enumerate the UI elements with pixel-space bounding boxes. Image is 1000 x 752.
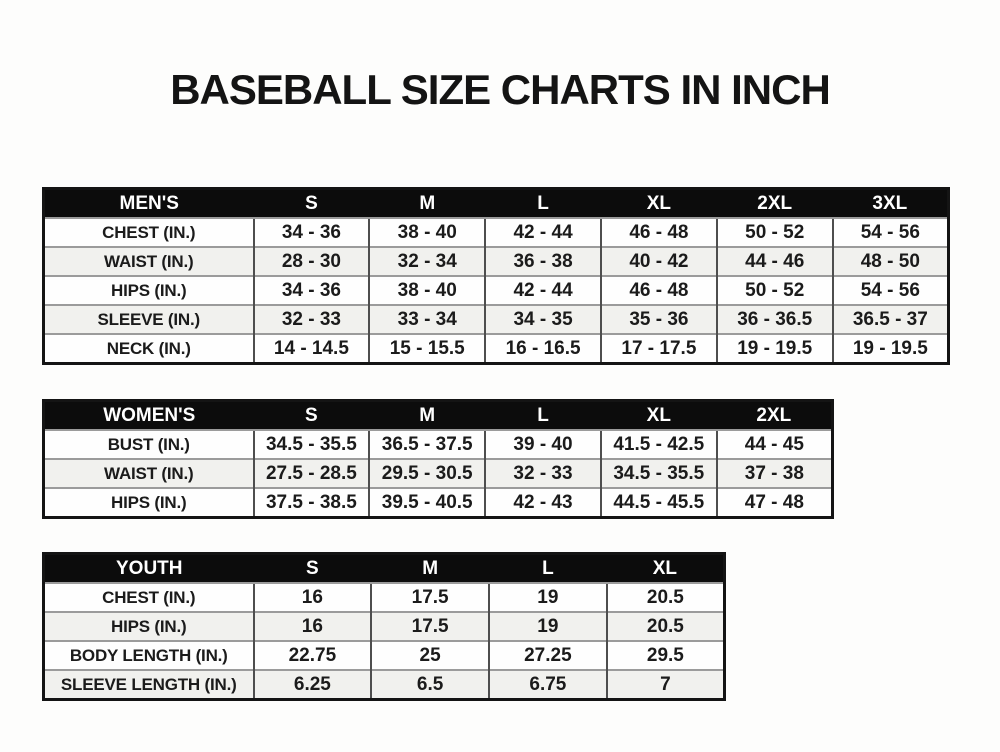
size-column-header: L <box>485 189 601 219</box>
size-column-header: XL <box>601 189 717 219</box>
size-column-header: M <box>371 554 489 584</box>
size-value-cell: 39.5 - 40.5 <box>369 488 485 518</box>
size-value-cell: 38 - 40 <box>369 276 485 305</box>
size-value-cell: 36 - 36.5 <box>717 305 833 334</box>
size-column-header: 2XL <box>717 189 833 219</box>
size-value-cell: 34 - 36 <box>254 276 370 305</box>
size-value-cell: 32 - 33 <box>254 305 370 334</box>
size-value-cell: 34.5 - 35.5 <box>254 430 370 459</box>
size-value-cell: 17.5 <box>371 612 489 641</box>
size-value-cell: 6.25 <box>254 670 372 700</box>
size-value-cell: 36.5 - 37.5 <box>369 430 485 459</box>
size-value-cell: 40 - 42 <box>601 247 717 276</box>
size-value-cell: 32 - 34 <box>369 247 485 276</box>
size-column-header: S <box>254 554 372 584</box>
row-label: NECK (IN.) <box>44 334 254 364</box>
table-title-cell: YOUTH <box>44 554 254 584</box>
size-value-cell: 28 - 30 <box>254 247 370 276</box>
table-row <box>44 218 949 247</box>
size-value-cell: 29.5 - 30.5 <box>369 459 485 488</box>
row-label: BUST (IN.) <box>44 430 254 459</box>
size-value-cell: 38 - 40 <box>369 218 485 247</box>
size-value-cell: 7 <box>607 670 725 700</box>
size-column-header: 3XL <box>833 189 949 219</box>
table-row <box>44 612 725 641</box>
table-row <box>44 305 949 334</box>
size-column-header: L <box>489 554 607 584</box>
row-label: WAIST (IN.) <box>44 247 254 276</box>
size-value-cell: 20.5 <box>607 583 725 612</box>
size-value-cell: 19 <box>489 583 607 612</box>
row-label: HIPS (IN.) <box>44 488 254 518</box>
size-value-cell: 44.5 - 45.5 <box>601 488 717 518</box>
womens-size-table <box>42 399 834 519</box>
womens-header-row <box>44 401 833 431</box>
size-value-cell: 32 - 33 <box>485 459 601 488</box>
size-value-cell: 19 <box>489 612 607 641</box>
size-value-cell: 19 - 19.5 <box>717 334 833 364</box>
size-value-cell: 16 <box>254 612 372 641</box>
table-title-cell: WOMEN'S <box>44 401 254 431</box>
size-value-cell: 6.75 <box>489 670 607 700</box>
size-value-cell: 34 - 35 <box>485 305 601 334</box>
row-label: HIPS (IN.) <box>44 276 254 305</box>
size-value-cell: 16 - 16.5 <box>485 334 601 364</box>
size-value-cell: 54 - 56 <box>833 276 949 305</box>
size-value-cell: 17.5 <box>371 583 489 612</box>
size-value-cell: 33 - 34 <box>369 305 485 334</box>
size-column-header: M <box>369 401 485 431</box>
size-value-cell: 36.5 - 37 <box>833 305 949 334</box>
size-value-cell: 16 <box>254 583 372 612</box>
size-value-cell: 17 - 17.5 <box>601 334 717 364</box>
size-value-cell: 46 - 48 <box>601 276 717 305</box>
size-column-header: XL <box>601 401 717 431</box>
size-value-cell: 47 - 48 <box>717 488 833 518</box>
row-label: CHEST (IN.) <box>44 583 254 612</box>
row-label: HIPS (IN.) <box>44 612 254 641</box>
row-label: WAIST (IN.) <box>44 459 254 488</box>
size-value-cell: 35 - 36 <box>601 305 717 334</box>
table-row <box>44 670 725 700</box>
page-title: BASEBALL SIZE CHARTS IN INCH <box>170 66 830 113</box>
mens-size-table <box>42 187 950 365</box>
table-row <box>44 276 949 305</box>
size-value-cell: 41.5 - 42.5 <box>601 430 717 459</box>
row-label: BODY LENGTH (IN.) <box>44 641 254 670</box>
size-value-cell: 44 - 46 <box>717 247 833 276</box>
size-value-cell: 50 - 52 <box>717 276 833 305</box>
table-row <box>44 459 833 488</box>
size-value-cell: 6.5 <box>371 670 489 700</box>
size-value-cell: 27.5 - 28.5 <box>254 459 370 488</box>
size-column-header: S <box>254 401 370 431</box>
row-label: CHEST (IN.) <box>44 218 254 247</box>
size-value-cell: 15 - 15.5 <box>369 334 485 364</box>
table-row <box>44 247 949 276</box>
size-value-cell: 25 <box>371 641 489 670</box>
table-row <box>44 641 725 670</box>
size-value-cell: 22.75 <box>254 641 372 670</box>
size-value-cell: 20.5 <box>607 612 725 641</box>
size-value-cell: 37.5 - 38.5 <box>254 488 370 518</box>
size-value-cell: 19 - 19.5 <box>833 334 949 364</box>
size-value-cell: 39 - 40 <box>485 430 601 459</box>
mens-header-row <box>44 189 949 219</box>
table-row <box>44 583 725 612</box>
size-value-cell: 42 - 44 <box>485 276 601 305</box>
size-column-header: 2XL <box>717 401 833 431</box>
size-column-header: S <box>254 189 370 219</box>
size-value-cell: 29.5 <box>607 641 725 670</box>
row-label: SLEEVE LENGTH (IN.) <box>44 670 254 700</box>
size-column-header: M <box>369 189 485 219</box>
size-value-cell: 50 - 52 <box>717 218 833 247</box>
table-row <box>44 488 833 518</box>
youth-header-row <box>44 554 725 584</box>
size-value-cell: 42 - 44 <box>485 218 601 247</box>
size-value-cell: 27.25 <box>489 641 607 670</box>
size-value-cell: 34.5 - 35.5 <box>601 459 717 488</box>
size-column-header: L <box>485 401 601 431</box>
row-label: SLEEVE (IN.) <box>44 305 254 334</box>
table-row <box>44 334 949 364</box>
size-value-cell: 44 - 45 <box>717 430 833 459</box>
size-value-cell: 54 - 56 <box>833 218 949 247</box>
table-row <box>44 430 833 459</box>
youth-size-table <box>42 552 726 701</box>
table-title-cell: MEN'S <box>44 189 254 219</box>
size-column-header: XL <box>607 554 725 584</box>
size-value-cell: 37 - 38 <box>717 459 833 488</box>
size-value-cell: 48 - 50 <box>833 247 949 276</box>
size-value-cell: 42 - 43 <box>485 488 601 518</box>
size-value-cell: 46 - 48 <box>601 218 717 247</box>
size-value-cell: 36 - 38 <box>485 247 601 276</box>
size-value-cell: 14 - 14.5 <box>254 334 370 364</box>
size-value-cell: 34 - 36 <box>254 218 370 247</box>
